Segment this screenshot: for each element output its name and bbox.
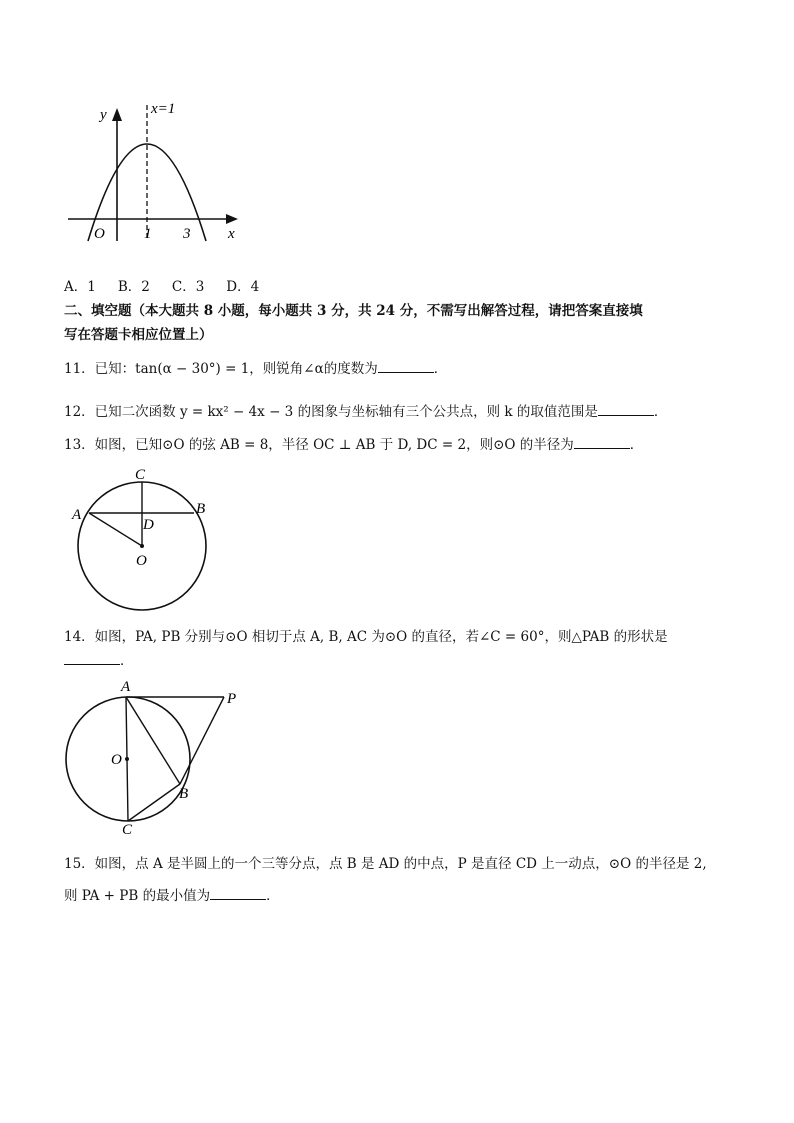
y-axis-label: y bbox=[100, 107, 107, 123]
x1-line-label: x=1 bbox=[151, 101, 176, 117]
question-11: 11．已知：tan(α − 30°) = 1，则锐角∠α的度数为 ． bbox=[64, 361, 448, 377]
question-15-text-2: 则 PA + PB 的最小值为 bbox=[64, 888, 211, 904]
question-15-text: 15．如图，点 A 是半圆上的一个三等分点，点 B 是 AD 的中点，P 是直径 CD 上一动点，⊙O 的半径是 2, bbox=[64, 856, 707, 872]
tick-3-label: 3 bbox=[183, 226, 191, 242]
label-c: C bbox=[122, 822, 133, 836]
option-d: D．4 bbox=[226, 279, 260, 295]
question-14-text: 14．如图，PA, PB 分别与⊙O 相切于点 A, B, AC 为⊙O 的直径，若∠C = 60°，则△PAB 的形状是 bbox=[64, 629, 668, 645]
section-heading-line2: 写在答题卡相应位置上） bbox=[64, 327, 213, 343]
question-14-line1 bbox=[64, 628, 668, 646]
label-a: A bbox=[121, 679, 131, 695]
option-b: B．2 bbox=[117, 279, 150, 295]
label-a: A bbox=[72, 507, 82, 523]
label-d: D bbox=[143, 517, 154, 533]
tick-1-label: 1 bbox=[144, 226, 152, 242]
question-12: 12．已知二次函数 y = kx² − 4x − 3 的图象与坐标轴有三个公共点，则 k 的取值范围是 ． bbox=[64, 404, 668, 420]
question-11-text: 11．已知：tan(α − 30°) = 1，则锐角∠α的度数为 bbox=[64, 361, 378, 377]
parabola-figure bbox=[60, 95, 260, 245]
answer-blank-14 bbox=[64, 652, 120, 665]
label-b: B bbox=[196, 501, 206, 517]
question-13-text: 13．如图，已知⊙O 的弦 AB = 8，半径 OC ⊥ AB 于 D, DC = 2，则⊙O 的半径为 bbox=[64, 437, 574, 453]
question-14-line2: ． bbox=[64, 652, 134, 670]
option-a: A．1 bbox=[64, 279, 96, 295]
label-c: C bbox=[135, 467, 146, 483]
x-axis-label: x bbox=[228, 226, 235, 242]
answer-blank-13 bbox=[574, 436, 630, 449]
answer-blank-11 bbox=[378, 360, 434, 373]
tangent-circle-figure bbox=[62, 676, 252, 836]
q10-options bbox=[64, 278, 281, 296]
answer-blank-15 bbox=[210, 887, 266, 900]
label-o: O bbox=[136, 553, 147, 569]
question-15-line1 bbox=[64, 855, 707, 873]
origin-label: O bbox=[94, 226, 105, 242]
section-heading-line1: 二、填空题（本大题共 8 小题，每小题共 3 分，共 24 分，不需写出解答过程，请把答案直接填 bbox=[64, 303, 643, 319]
answer-blank-12 bbox=[598, 403, 654, 416]
label-b: B bbox=[179, 786, 189, 802]
option-c: C．3 bbox=[171, 279, 205, 295]
circle-chord-figure bbox=[62, 462, 222, 612]
question-12-text: 12．已知二次函数 y = kx² − 4x − 3 的图象与坐标轴有三个公共点，则 k 的取值范围是 bbox=[64, 404, 598, 420]
question-13: 13．如图，已知⊙O 的弦 AB = 8，半径 OC ⊥ AB 于 D, DC = 2，则⊙O 的半径为 ． bbox=[64, 437, 644, 453]
label-p: P bbox=[227, 691, 237, 707]
question-15-line2: 则 PA + PB 的最小值为 ． bbox=[64, 888, 280, 904]
label-o: O bbox=[111, 752, 122, 768]
